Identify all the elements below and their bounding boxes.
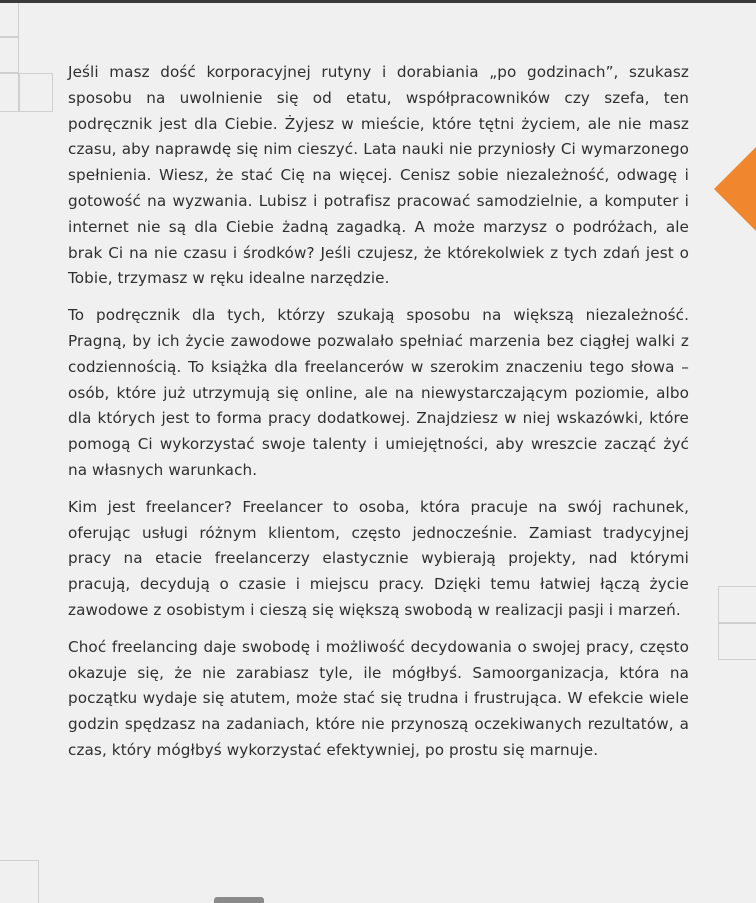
margin-guide-box [718, 623, 756, 660]
margin-guide-box [718, 586, 756, 623]
paragraph: Choć freelancing daje swobodę i możliwość decydowania o swojej pracy, często okazuje się, że nie zarabiasz tyle, ile mógłbyś. Samoorganizacja, która na początku wydaje się atutem, może stać się trudna i frustrująca. W efekcie wiele godzin spędzasz na zadaniach, które nie przynoszą oczekiwanych rezultatów, a czas, który mógłbyś wykorzystać efektywniej, po prostu się marnuje. [68, 637, 689, 759]
paragraph: Kim jest freelancer? Freelancer to osoba, która pracuje na swój rachunek, oferując usługi różnym klientom, często jednocześnie. Zamiast tradycyjnej pracy na etacie freelancerzy elastycznie wybierają projekty, nad którymi pracują, decydują o czasie i miejscu pracy. Dzięki temu łatwiej łączą życie zawodowe z osobistym i cieszą się większą swobodą w realizacji pasji i marzeń. [68, 497, 689, 619]
paragraph: To podręcznik dla tych, którzy szukają sposobu na większą niezależność. Pragną, by ich życie zawodowe pozwalało spełniać marzenia bez ciągłej walki z codziennością. To książka dla freelancerów w szerokim znaczeniu tego słowa – osób, które już utrzymują się online, ale na niewystarczającym poziomie, albo dla których jest to forma pracy dodatkowej. Znajdziesz w niej wskazówki, które pomogą Ci wykorzystać swoje talenty i umiejętności, aby wreszcie zacząć żyć na własnych warunkach. [68, 306, 689, 479]
margin-guide-box [0, 3, 19, 37]
margin-guide-box [0, 860, 39, 903]
bottom-scroll-tab[interactable] [214, 897, 264, 903]
margin-guide-box [0, 37, 19, 73]
document-page [0, 3, 756, 903]
margin-guide-box [0, 73, 19, 112]
margin-guide-box [19, 73, 53, 112]
body-text [68, 60, 689, 775]
paragraph: Jeśli masz dość korporacyjnej rutyny i dorabiania „po godzinach”, szukasz sposobu na uwolnienie się od etatu, współpracowników czy szefa, ten podręcznik jest dla Ciebie. Żyjesz w mieście, które tętni życiem, ale nie masz czasu, aby naprawdę się nim cieszyć. Lata nauki nie przyniosły Ci wymarzonego spełnienia. Wiesz, że stać Cię na więcej. Cenisz sobie niezależność, odwagę i gotowość na wyzwania. Lubisz i potrafisz pracować samodzielnie, a komputer i internet nie są dla Ciebie żadną zagadką. A może marzysz o podróżach, ale brak Ci na nie czasu i środków? Jeśli czujesz, że którekolwiek z tych zdań jest o Tobie, trzymasz w ręku idealne narzędzie. [68, 63, 689, 288]
orange-triangle-marker [714, 147, 756, 231]
